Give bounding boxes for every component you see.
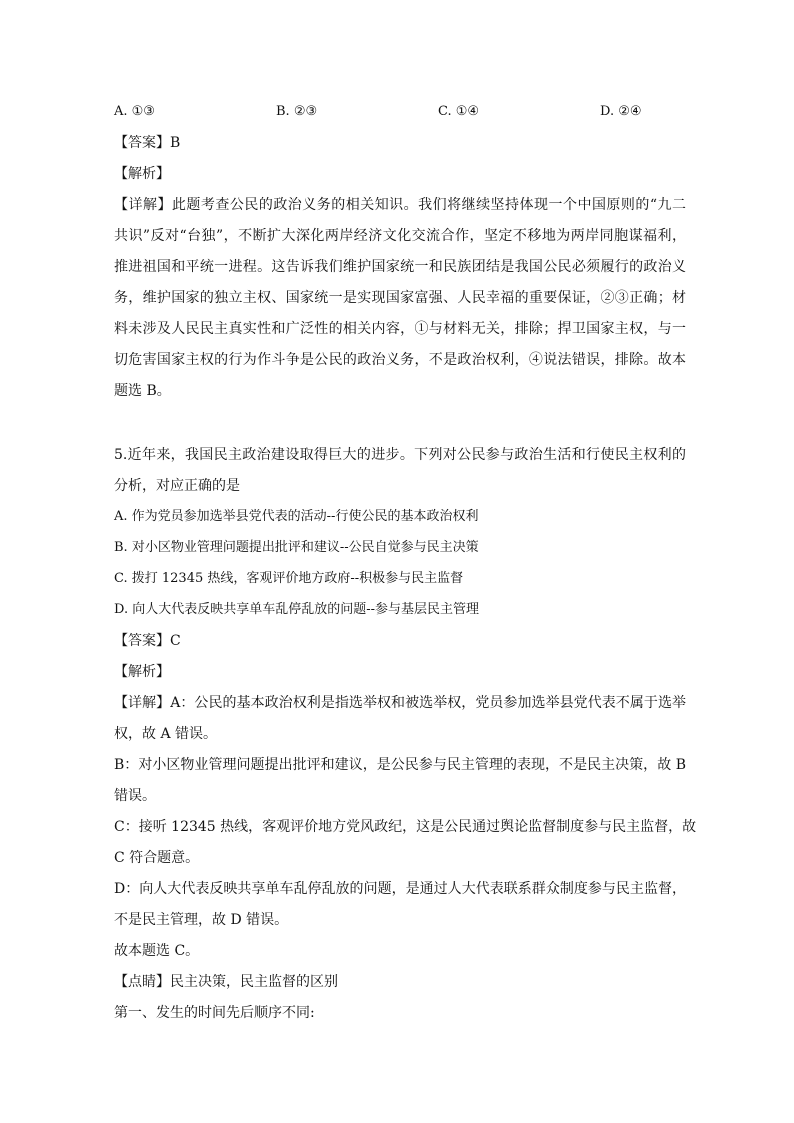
q4-detail-line: 推进祖国和平统一进程。这告诉我们维护国家统一和民族团结是我国公民必须履行的政治义	[114, 259, 686, 275]
q4-detail-line: 共识”反对“台独”，不断扩大深化两岸经济文化交流合作，坚定不移地为两岸同胞谋福利，	[114, 228, 686, 244]
q4-detail-line: 料未涉及人民民主真实性和广泛性的相关内容，①与材料无关，排除；捍卫国家主权，与一	[114, 321, 686, 337]
q5-detail-line: C：接听 12345 热线，客观评价地方党风政纪，这是公民通过舆论监督制度参与民主监督，故	[114, 819, 697, 835]
q4-detail-line: 【详解】此题考查公民的政治义务的相关知识。我们将继续坚持体现一个中国原则的“九二	[114, 197, 686, 213]
q5-detail-line: 故本题选 C。	[114, 943, 200, 959]
q5-detail-line: D：向人大代表反映共享单车乱停乱放的问题，是通过人大代表联系群众制度参与民主监督，	[114, 881, 686, 897]
option-d: D. ②④	[600, 104, 642, 119]
q5-point-heading: 【点睛】民主决策，民主监督的区别	[114, 974, 338, 990]
q5-stem-line: 分析，对应正确的是	[114, 478, 240, 494]
q5-point-line: 第一、发生的时间先后顺序不同:	[114, 1005, 315, 1021]
q5-option-d: D. 向人大代表反映共享单车乱停乱放的问题--参与基层民主管理	[114, 602, 480, 617]
q5-analysis-heading: 【解析】	[114, 664, 170, 680]
q5-answer: 【答案】C	[114, 633, 181, 649]
q5-stem-line: 5.近年来，我国民主政治建设取得巨大的进步。下列对公民参与政治生活和行使民主权利的	[114, 447, 686, 463]
q5-detail-line: 【详解】A：公民的基本政治权利是指选举权和被选举权，党员参加选举县党代表不属于选举	[114, 695, 686, 711]
q5-option-c: C. 拨打 12345 热线，客观评价地方政府--积极参与民主监督	[114, 571, 464, 586]
q4-detail-line: 切危害国家主权的行为作斗争是公民的政治义务，不是政治权利，④说法错误，排除。故本	[114, 352, 686, 368]
option-a: A. ①③	[114, 104, 155, 119]
q5-detail-line: 不是民主管理，故 D 错误。	[114, 912, 289, 928]
q5-option-a: A. 作为党员参加选举县党代表的活动--行使公民的基本政治权利	[114, 509, 479, 524]
q5-detail-line: 权，故 A 错误。	[114, 726, 218, 742]
q5-detail-line: 错误。	[114, 788, 156, 804]
q5-detail-line: C 符合题意。	[114, 850, 200, 866]
q5-option-b: B. 对小区物业管理问题提出批评和建议--公民自觉参与民主决策	[114, 540, 479, 555]
option-b: B. ②③	[276, 104, 318, 119]
q4-detail-line: 题选 B。	[114, 383, 171, 399]
q4-answer: 【答案】B	[114, 135, 181, 151]
option-c: C. ①④	[438, 104, 480, 119]
q5-detail-line: B：对小区物业管理问题提出批评和建议，是公民参与民主管理的表现，不是民主决策，故 B	[114, 757, 686, 773]
q4-analysis-heading: 【解析】	[114, 166, 170, 182]
q4-detail-line: 务，维护国家的独立主权、国家统一是实现国家富强、人民幸福的重要保证，②③正确；材	[114, 290, 686, 306]
